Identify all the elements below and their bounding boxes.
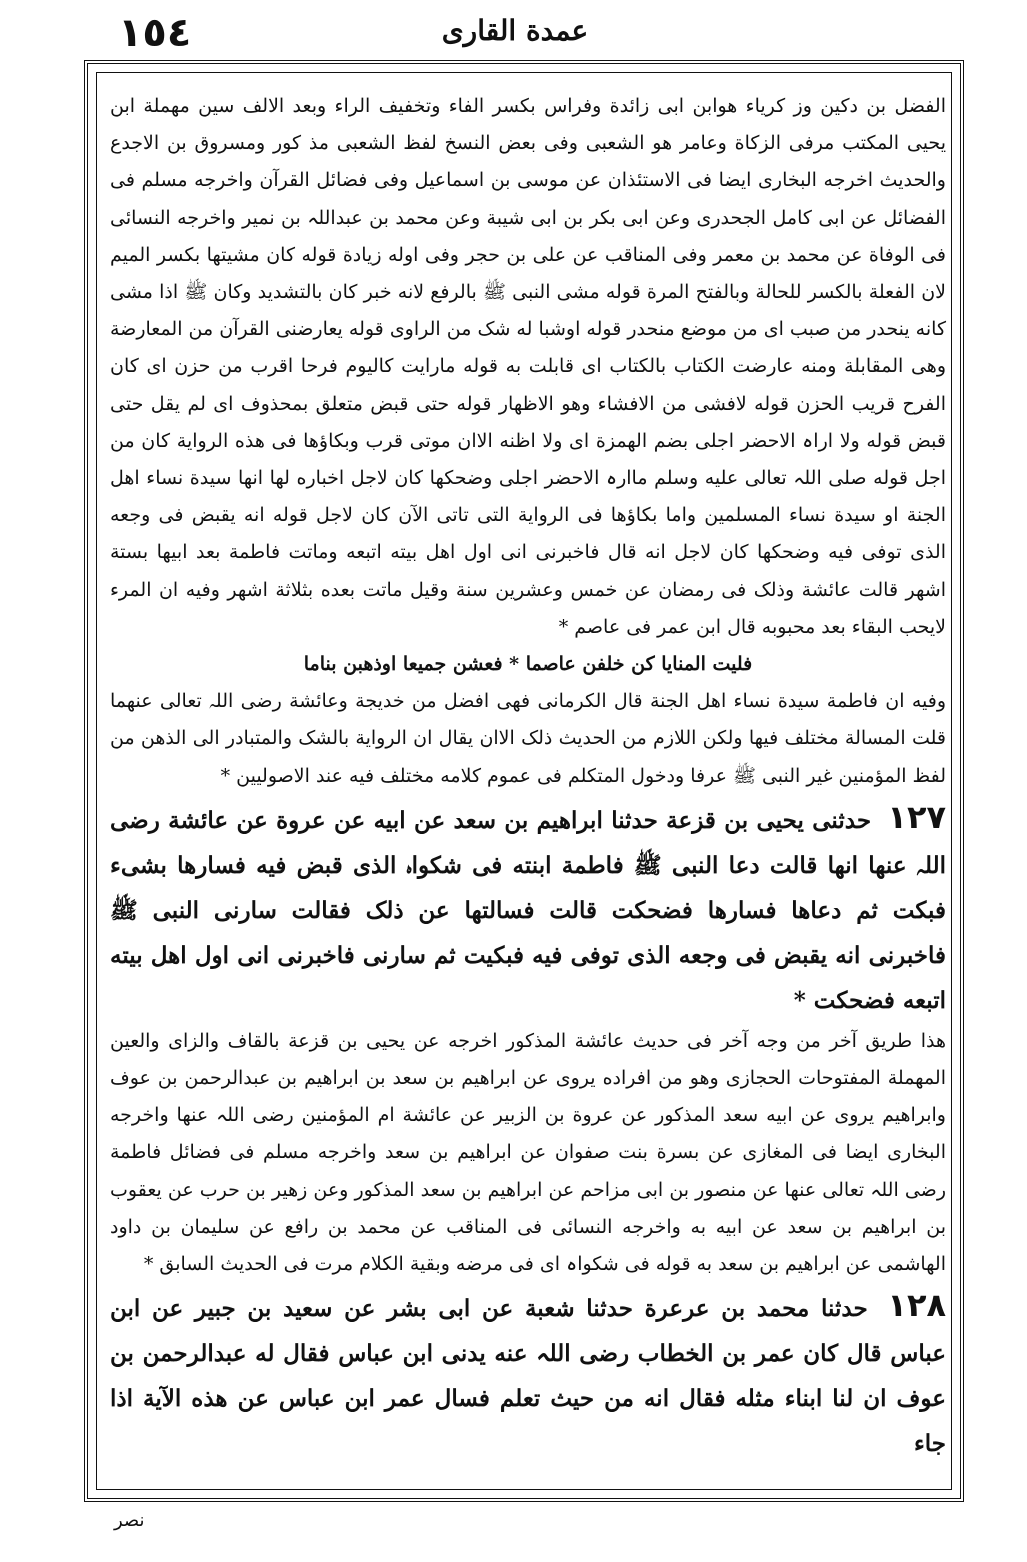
commentary-paragraph-3: ھذا طریق آخر من وجه آخر فی حدیث عائشة المذکور اخرجه عن یحیی بن قزعة بالقاف والزای والعین المھملة المفتوحات الحجازی وھو من افراده یروی عن ابراھیم بن سعد بن ابراھیم بن عبدالرحمن بن عوف وابراھیم یروی عن ابیه سعد المذکور عن عروة بن الزبیر عن عائشة ام المؤمنین رضی اللہ عنھا واخرجه البخاری ایضا فی المغازی عن بسرة بنت صفوان عن ابراھیم بن سعد واخرجه مسلم فی فضائل فاطمة رضی اللہ تعالی عنھا عن منصور بن ابی مزاحم عن ابراھیم بن سعد المذکور وعن زھیر بن حرب عن یعقوب بن ابراھیم بن سعد عن ابیه به واخرجه النسائی فی المناقب عن محمد بن رافع عن سلیمان بن داود الھاشمی عن ابراھیم بن سعد به قوله فی شکواہ ای فی مرضه وبقیة الکلام مرت فی الحدیث السابق * bbox=[110, 1029, 946, 1276]
commentary-paragraph-2: وفیه ان فاطمة سیدة نساء اھل الجنة قال الکرمانی فھی افضل من خدیجة وعائشة رضی اللہ تعالی عنھما قلت المسالة مختلف فیھا ولکن اللازم من الحدیث ذلک الاان یقال ان الروایة بالشک والمتبادر الی الذھن من لفظ المؤمنین غیر النبی ﷺ عرفا ودخول المتکلم فی عموم کلامه مختلف فیه عند الاصولیین * bbox=[110, 690, 946, 787]
running-head: عمدة القاری bbox=[441, 14, 589, 47]
poetry-verse: فلیت المنایا کن خلفن عاصما * فعشن جمیعا اوذھبن بناما bbox=[303, 653, 753, 676]
hadith-127-text: حدثنی یحیی بن قزعة حدثنا ابراھیم بن سعد عن ابیه عن عروة عن عائشة رضی اللہ عنھا انھا قالت دعا النبی ﷺ فاطمة ابنته فی شکواہ الذی قبض فیه فسارھا بشیء فبکت ثم دعاھا فسارھا فضحکت قالت فسالتھا عن ذلک فقالت سارنی النبی ﷺ فاخبرنی انه یقبض فی وجعه الذی توفی فیه فبکیت ثم سارنی فاخبرنی انی اول اھل بیته اتبعه فضحکت * bbox=[110, 806, 946, 1014]
hadith-127 bbox=[110, 795, 946, 1023]
page-text bbox=[110, 88, 946, 1466]
hadith-128-text: حدثنا محمد بن عرعرة حدثنا شعبة عن ابی بشر عن سعید بن جبیر عن ابن عباس قال کان عمر بن الخطاب رضی اللہ عنه یدنی ابن عباس فقال له عبدالرحمن بن عوف ان لنا ابناء مثله فقال انه من حیث تعلم فسال عمر ابن عباس عن ھذه الآیة اذا جاء bbox=[110, 1295, 947, 1458]
hadith-number-128: ١٢٨ bbox=[887, 1286, 946, 1325]
commentary-paragraph-1: الفضل بن دکین وز کریاء ھوابن ابی زائدة وفراس بکسر الفاء وتخفیف الراء وبعد الالف سین مھملة ابن یحیی المکتب مرفی الزکاة وعامر ھو الشعبی وفی بعض النسخ لفظ الشعبی مذ کور ومسروق بن الاجدع والحدیث اخرجه البخاری ایضا فی الاستئذان عن موسی بن اسماعیل وفی فضائل القرآن واخرجه مسلم فی الفضائل عن ابی کامل الجحدری وعن ابی بکر بن ابی شیبة وعن محمد بن عبداللہ بن نمیر واخرجه النسائی فی الوفاة عن محمد بن معمر وفی المناقب عن علی بن حجر وفی اوله زیادة قوله کان مشیتھا بکسر المیم لان الفعلة بالکسر للحالة وبالفتح المرة قوله مشی النبی ﷺ بالرفع لانه خبر کان بالتشدید وکان ﷺ اذا مشی کانه ینحدر من صبب ای من موضع منحدر قوله اوشبا له شک من الراوی قوله یعارضنی القرآن من المعارضة وھی المقابلة ومنه عارضت الکتاب بالکتاب ای قابلت به قوله مارایت کالیوم فرحا اقرب من حزن ای کان الفرح قریب الحزن قوله لافشی من الافشاء وھو الاظھار قوله حتی قبض متعلق بمحذوف ای لم یقل حتی قبض قوله ولا اراہ الاحضر اجلی بضم الھمزة ای ولا اظنه الاان موتی قرب وبکاؤھا فی ھذه الروایة کان من اجل قوله صلی اللہ تعالی علیه وسلم ماارہ الاحضر اجلی وضحکھا کان لاجل اخباره لھا انھا سیدة نساء اھل الجنة او سیدة نساء المسلمین واما بکاؤھا فی الروایة التی تاتی الآن کان لاجل قوله انه یقبض فی وجعه الذی توفی فیه وضحکھا کان لاجل انه قال فاخبرنی انی اول اھل بیته اتبعه وماتت فاطمة بعد ابیھا بستة اشھر قالت عائشة وذلک فی رمضان عن خمس وعشرین سنة وقیل ماتت بعده بثلاثة اشھر وفیه ان المرء لایحب البقاء بعد محبوبه قال ابن عمر فی عاصم * bbox=[110, 95, 946, 638]
page-number: ١٥٤ bbox=[118, 10, 192, 56]
footer-signature: نصر bbox=[114, 1510, 145, 1531]
hadith-128 bbox=[110, 1283, 946, 1466]
hadith-number-127: ١٢٧ bbox=[887, 797, 946, 836]
